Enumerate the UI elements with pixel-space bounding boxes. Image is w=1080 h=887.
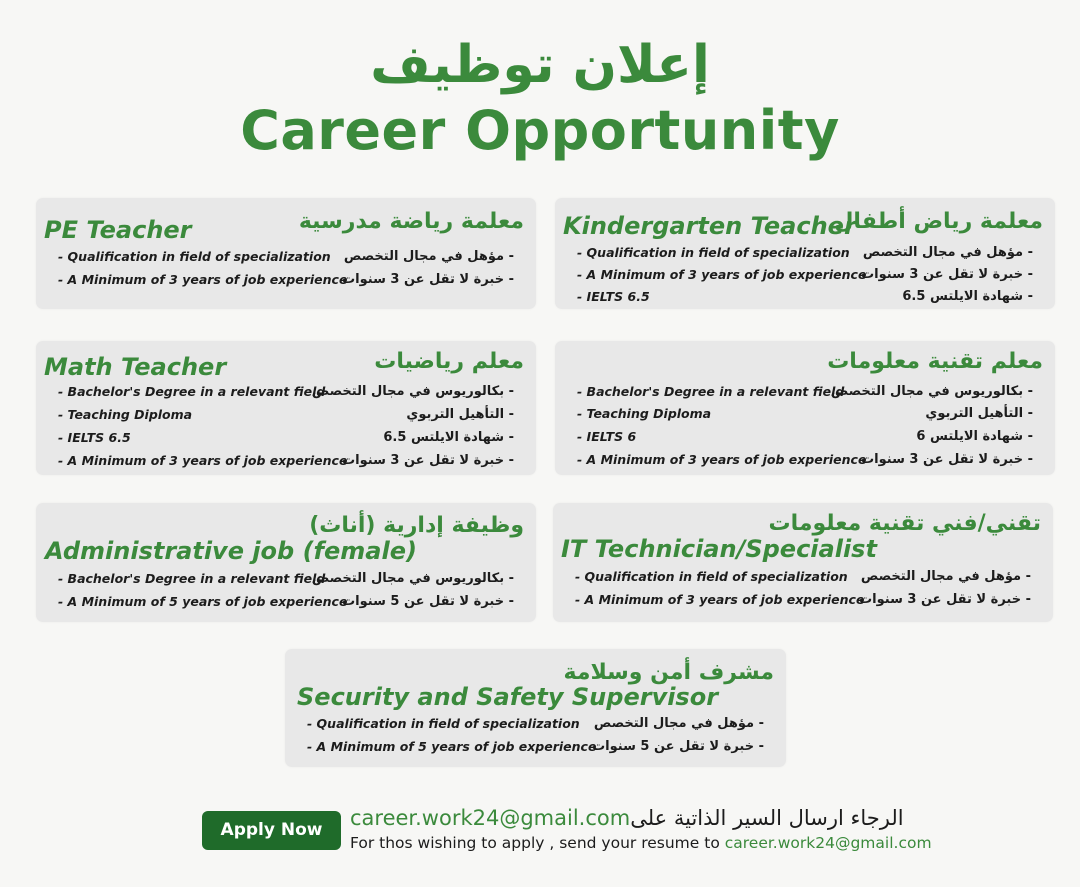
requirement-item [58, 381, 514, 403]
requirement-ar: - شهادة الايلتس 6 [916, 429, 1033, 444]
requirement-en: - Teaching Diploma [58, 407, 193, 422]
requirement-ar: - خبرة لا تقل عن 3 سنوات [859, 592, 1031, 607]
requirement-item [58, 591, 514, 613]
job-title-arabic: معلمة رياض أطفال [834, 209, 1043, 234]
requirement-item [575, 589, 1031, 611]
contact-line-arabic [350, 806, 904, 836]
requirement-ar: - شهادة الايلتس 6.5 [902, 289, 1033, 304]
requirement-ar: - مؤهل في مجال التخصص [860, 569, 1031, 584]
requirement-en: - Qualification in field of specialization [58, 249, 331, 264]
job-title-english: PE Teacher [44, 216, 192, 244]
contact-email-link[interactable]: career.work24@gmail.com [350, 806, 631, 830]
requirement-en: - A Minimum of 5 years of job experience [307, 739, 597, 754]
job-title-english: Kindergarten Teacher [563, 212, 856, 240]
job-title-arabic: وظيفة إدارية (أناث) [309, 513, 524, 538]
requirement-ar: - خبرة لا تقل عن 3 سنوات [861, 267, 1033, 282]
requirement-ar: - بكالوريوس في مجال التخصص [830, 384, 1033, 399]
job-title-arabic: مشرف أمن وسلامة [563, 660, 774, 685]
requirement-item [307, 713, 764, 735]
requirement-ar: - خبرة لا تقل عن 5 سنوات [592, 739, 764, 754]
requirement-item [58, 427, 514, 449]
requirement-item [577, 381, 1033, 403]
requirement-item [58, 450, 514, 472]
requirement-en: - A Minimum of 3 years of job experience [58, 272, 348, 287]
requirement-en: - A Minimum of 3 years of job experience [58, 453, 348, 468]
requirement-ar: - مؤهل في مجال التخصص [343, 249, 514, 264]
requirement-ar: - مؤهل في مجال التخصص [862, 245, 1033, 260]
contact-instructions-arabic: الرجاء ارسال السير الذاتية على [630, 806, 904, 830]
requirement-item [577, 242, 1033, 264]
job-title-arabic: معلم تقنية معلومات [827, 349, 1043, 374]
requirement-en: - A Minimum of 3 years of job experience [575, 592, 865, 607]
requirement-item [577, 426, 1033, 448]
requirement-item [577, 264, 1033, 286]
requirement-ar: - التأهيل التربوي [406, 407, 514, 422]
contact-line-english [350, 834, 932, 852]
requirement-ar: - شهادة الايلتس 6.5 [383, 430, 514, 445]
requirement-en: - Qualification in field of specialization [307, 716, 580, 731]
requirement-ar: - خبرة لا تقل عن 3 سنوات [342, 272, 514, 287]
contact-instructions-english: For thos wishing to apply , send your resume to [350, 834, 725, 852]
requirement-item [58, 269, 514, 291]
job-card-administrative [36, 503, 536, 622]
requirement-en: - IELTS 6 [577, 429, 637, 444]
requirement-item [577, 286, 1033, 308]
requirement-item [577, 403, 1033, 425]
requirement-item [58, 404, 514, 426]
requirement-en: - Teaching Diploma [577, 406, 712, 421]
job-title-english: Security and Safety Supervisor [297, 683, 719, 711]
job-card-it-technician [553, 503, 1053, 622]
job-title-english: Math Teacher [44, 353, 227, 381]
requirement-en: - A Minimum of 5 years of job experience [58, 594, 348, 609]
requirement-item [307, 736, 764, 758]
requirement-en: - IELTS 6.5 [577, 289, 650, 304]
apply-now-button[interactable]: Apply Now [202, 811, 341, 850]
requirement-ar: - خبرة لا تقل عن 3 سنوات [342, 453, 514, 468]
job-card-security-supervisor [285, 649, 786, 767]
requirement-en: - A Minimum of 3 years of job experience [577, 267, 867, 282]
requirement-ar: - التأهيل التربوي [925, 406, 1033, 421]
requirement-item [58, 246, 514, 268]
requirement-ar: - بكالوريوس في مجال التخصص [311, 571, 514, 586]
job-title-english: Administrative job (female) [45, 537, 417, 565]
contact-email-link-secondary[interactable]: career.work24@gmail.com [724, 834, 932, 852]
page-title-english: Career Opportunity [240, 99, 840, 162]
requirement-item [575, 566, 1031, 588]
requirement-en: - A Minimum of 3 years of job experience [577, 452, 867, 467]
job-title-english: IT Technician/Specialist [561, 535, 877, 563]
job-card-it-teacher [555, 341, 1055, 475]
requirement-item [577, 449, 1033, 471]
page-title-arabic: إعلان توظيف [370, 35, 710, 95]
job-title-arabic: معلمة رياضة مدرسية [298, 209, 524, 234]
requirement-ar: - بكالوريوس في مجال التخصص [311, 384, 514, 399]
requirement-en: - Bachelor's Degree in a relevant field [58, 384, 326, 399]
job-card-pe-teacher [36, 198, 536, 309]
requirement-en: - Bachelor's Degree in a relevant field [58, 571, 326, 586]
job-title-arabic: معلم رياضيات [374, 349, 524, 374]
requirement-item [58, 568, 514, 590]
requirement-en: - Bachelor's Degree in a relevant field [577, 384, 845, 399]
requirement-ar: - مؤهل في مجال التخصص [593, 716, 764, 731]
requirement-en: - IELTS 6.5 [58, 430, 131, 445]
requirement-en: - Qualification in field of specialization [575, 569, 848, 584]
requirement-ar: - خبرة لا تقل عن 5 سنوات [342, 594, 514, 609]
requirement-ar: - خبرة لا تقل عن 3 سنوات [861, 452, 1033, 467]
job-card-kindergarten-teacher [555, 198, 1055, 309]
job-title-arabic: تقني/فني تقنية معلومات [768, 511, 1041, 536]
requirement-en: - Qualification in field of specialization [577, 245, 850, 260]
job-card-math-teacher [36, 341, 536, 475]
